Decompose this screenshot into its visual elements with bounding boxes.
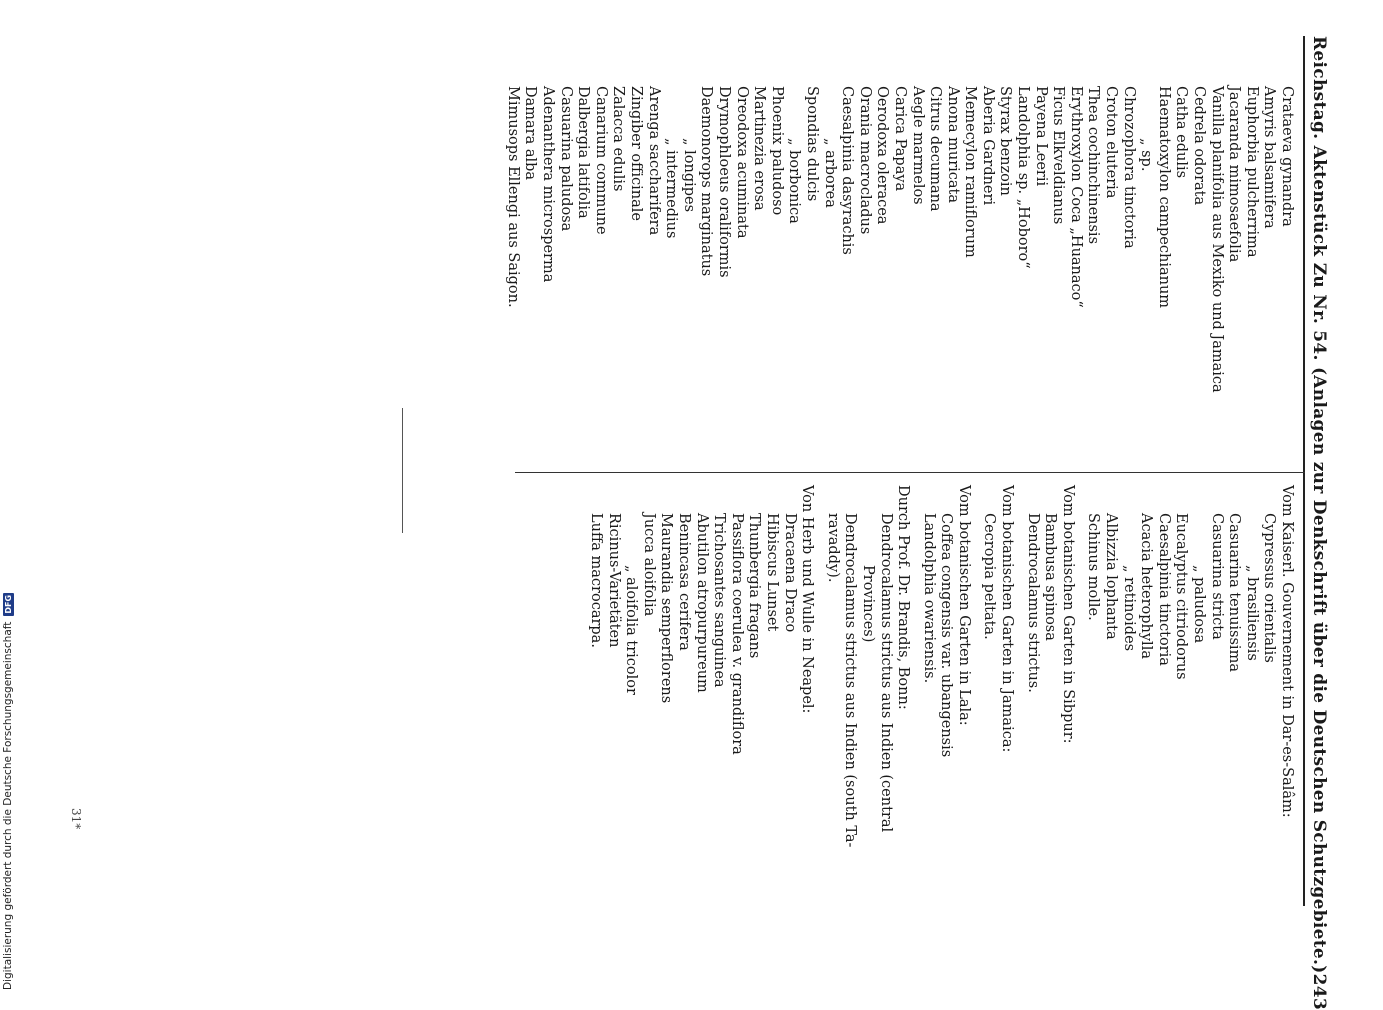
column-divider (515, 472, 1305, 473)
list-item: Dalbergia latifolia (575, 86, 592, 219)
list-item: Jucca aloifolia (640, 513, 657, 617)
list-item: Casuarina stricta (1208, 513, 1225, 640)
section-heading: Durch Prof. Dr. Brandis, Bonn: (895, 485, 912, 710)
list-item: Drymophloeus oraliformis (716, 86, 732, 278)
list-item: ravaddy). (824, 513, 841, 583)
list-item: Amyris balsamifera (1261, 86, 1278, 229)
list-item: Albizzia lophanta (1103, 513, 1120, 640)
list-item: Zalacca edulis (610, 86, 627, 192)
right-column (586, 485, 1295, 905)
list-item: „ arborea (821, 138, 838, 208)
list-item: „ borbonica (786, 138, 803, 224)
list-item: Caesalpinia dasyrachis (839, 86, 856, 255)
section-heading: Vom botanischen Garten in Sibpur: (1059, 485, 1076, 744)
list-item: Aegle marmelos (909, 86, 926, 205)
list-item: Casuarina paludosa (557, 86, 574, 232)
section-heading: Vom Kaiserl. Gouvernement in Dar-es-Salâm: (1279, 485, 1295, 818)
list-item: „ sp. (1138, 138, 1155, 172)
list-item: Mimusops Ellengi aus Saigon. (504, 86, 521, 308)
section-heading: Von Herb und Wulle in Neapel: (799, 485, 816, 714)
list-item: „ brasiliensis (1243, 565, 1260, 661)
list-item: „ aloifolia tricolor (623, 565, 640, 695)
page-header (1309, 36, 1329, 1010)
list-item: Memecylon ramiflorum (962, 86, 979, 258)
list-item: Aberia Gardneri (979, 86, 996, 206)
list-item: Adenanthera microsperma (540, 86, 557, 283)
running-title: Reichstag. Aktenstück Zu Nr. 54. (Anlagen zur Denkschrift über die Deutschen Schutzgebiete.) (1309, 36, 1329, 974)
list-item: Arenga saccharifera (645, 86, 662, 236)
list-item: Hibiscus Lunset (763, 513, 780, 632)
list-item: Croton eluteria (1103, 86, 1120, 199)
list-item: Caesalpinia tinctoria (1155, 513, 1172, 666)
list-item: Dendrocalamus strictus aus Indien (central (877, 513, 894, 833)
list-item: „ intermedius (663, 138, 680, 239)
list-item: Citrus decumana (927, 86, 944, 212)
list-item: Eucalyptus citriodorus (1173, 513, 1190, 680)
list-item: Landolphia sp. „Hoboro“ (1015, 86, 1032, 269)
digitization-credit (2, 593, 14, 990)
list-item: Schinus molle. (1085, 513, 1102, 621)
list-item: „ longipes (680, 138, 697, 213)
list-item: „ paludosa (1191, 565, 1208, 644)
dfg-logo-icon: DFG (3, 594, 13, 614)
list-item: Haematoxylon campechianum (1155, 86, 1172, 309)
list-item: Bambusa spinosa (1042, 513, 1059, 641)
list-item: Jacaranda mimosaefolia (1226, 86, 1243, 263)
list-item: Provinces) (859, 565, 876, 643)
list-item: Dracaena Draco (781, 513, 798, 633)
list-item: Oerodoxa oleracea (874, 86, 891, 225)
list-item: „ retinoides (1120, 565, 1137, 652)
list-item: Ficus Elkveldianus (1050, 86, 1067, 225)
list-item: Damara alba (522, 86, 539, 181)
list-item: Ricinus-Varietäten (605, 513, 622, 648)
section-gap (1076, 485, 1084, 905)
list-item: Oreodoxa acuminata (733, 86, 750, 239)
list-item: Crataeva gynandra (1279, 86, 1295, 227)
page-number: 243 (1309, 973, 1329, 1010)
list-item: Dendrocalamus strictus. (1024, 513, 1041, 693)
list-item: Carica Papaya (891, 86, 908, 192)
section-gap (972, 485, 980, 905)
list-item: Canarium commune (592, 86, 609, 235)
list-item: Vanilla planifolia aus Mexiko und Jamaica (1208, 86, 1225, 393)
list-item: Martinezia erosa (751, 86, 768, 211)
header-rule (1303, 36, 1305, 906)
section-heading: Vom botanischen Garten in Jamaica: (999, 485, 1016, 753)
list-item: Spondias dulcis (803, 86, 820, 202)
credit-text: Digitalisierung gefördert durch die Deutsche Forschungsgemeinschaft (2, 621, 14, 990)
section-heading: Vom botanischen Garten in Lala: (955, 485, 972, 726)
list-item: Phoenix paludoso (768, 86, 785, 216)
list-item: Orania macrocladus (856, 86, 873, 235)
section-gap (1015, 485, 1023, 905)
list-item: Abutilon atropurpureum (693, 513, 710, 693)
list-item: Cecropia peltata. (981, 513, 998, 640)
stray-rule (402, 408, 403, 533)
list-item: Daemonorops marginatus (698, 86, 715, 277)
list-item: Catha edulis (1173, 86, 1190, 179)
list-item: Cedrela odorata (1191, 86, 1208, 206)
list-item: Erythroxylon Coca „Huanaco“ (1067, 86, 1084, 308)
list-item: Thea cochinchinensis (1085, 86, 1102, 245)
list-item: Styrax benzoin (997, 86, 1014, 196)
list-item: Trichosantes sanguinea (711, 513, 728, 688)
list-item: Dendrocalamus strictus aus Indien (south Ta- (842, 513, 859, 848)
list-item: Luffa macrocarpa. (588, 513, 605, 648)
list-item: Chrozophora tinctoria (1120, 86, 1137, 249)
list-item: Landolphia owariensis. (920, 513, 937, 684)
list-item: Maurandia semperflorens (658, 513, 675, 704)
list-item: Passiflora coerulea v. grandiflora (728, 513, 745, 755)
list-item: Cypressus orientalis (1261, 513, 1278, 663)
list-item: Zingiber officinale (628, 86, 645, 222)
left-column (503, 58, 1295, 458)
list-item: Benincasa cerifera (676, 513, 692, 651)
list-item: Casuarina tenuissima (1226, 513, 1243, 672)
section-gap (911, 485, 919, 905)
list-item: Euphorbia pulcherrima (1243, 86, 1260, 258)
list-item: Payena Leerii (1032, 86, 1049, 187)
section-gap (815, 485, 823, 905)
list-item: Thunbergia fragans (746, 513, 763, 659)
list-item: Anona muricata (944, 86, 961, 204)
list-item: Acacia heterophylla (1138, 513, 1155, 659)
signature-mark: 31* (69, 808, 83, 830)
list-item: Coffea congensis var. ubangensis (938, 513, 955, 758)
